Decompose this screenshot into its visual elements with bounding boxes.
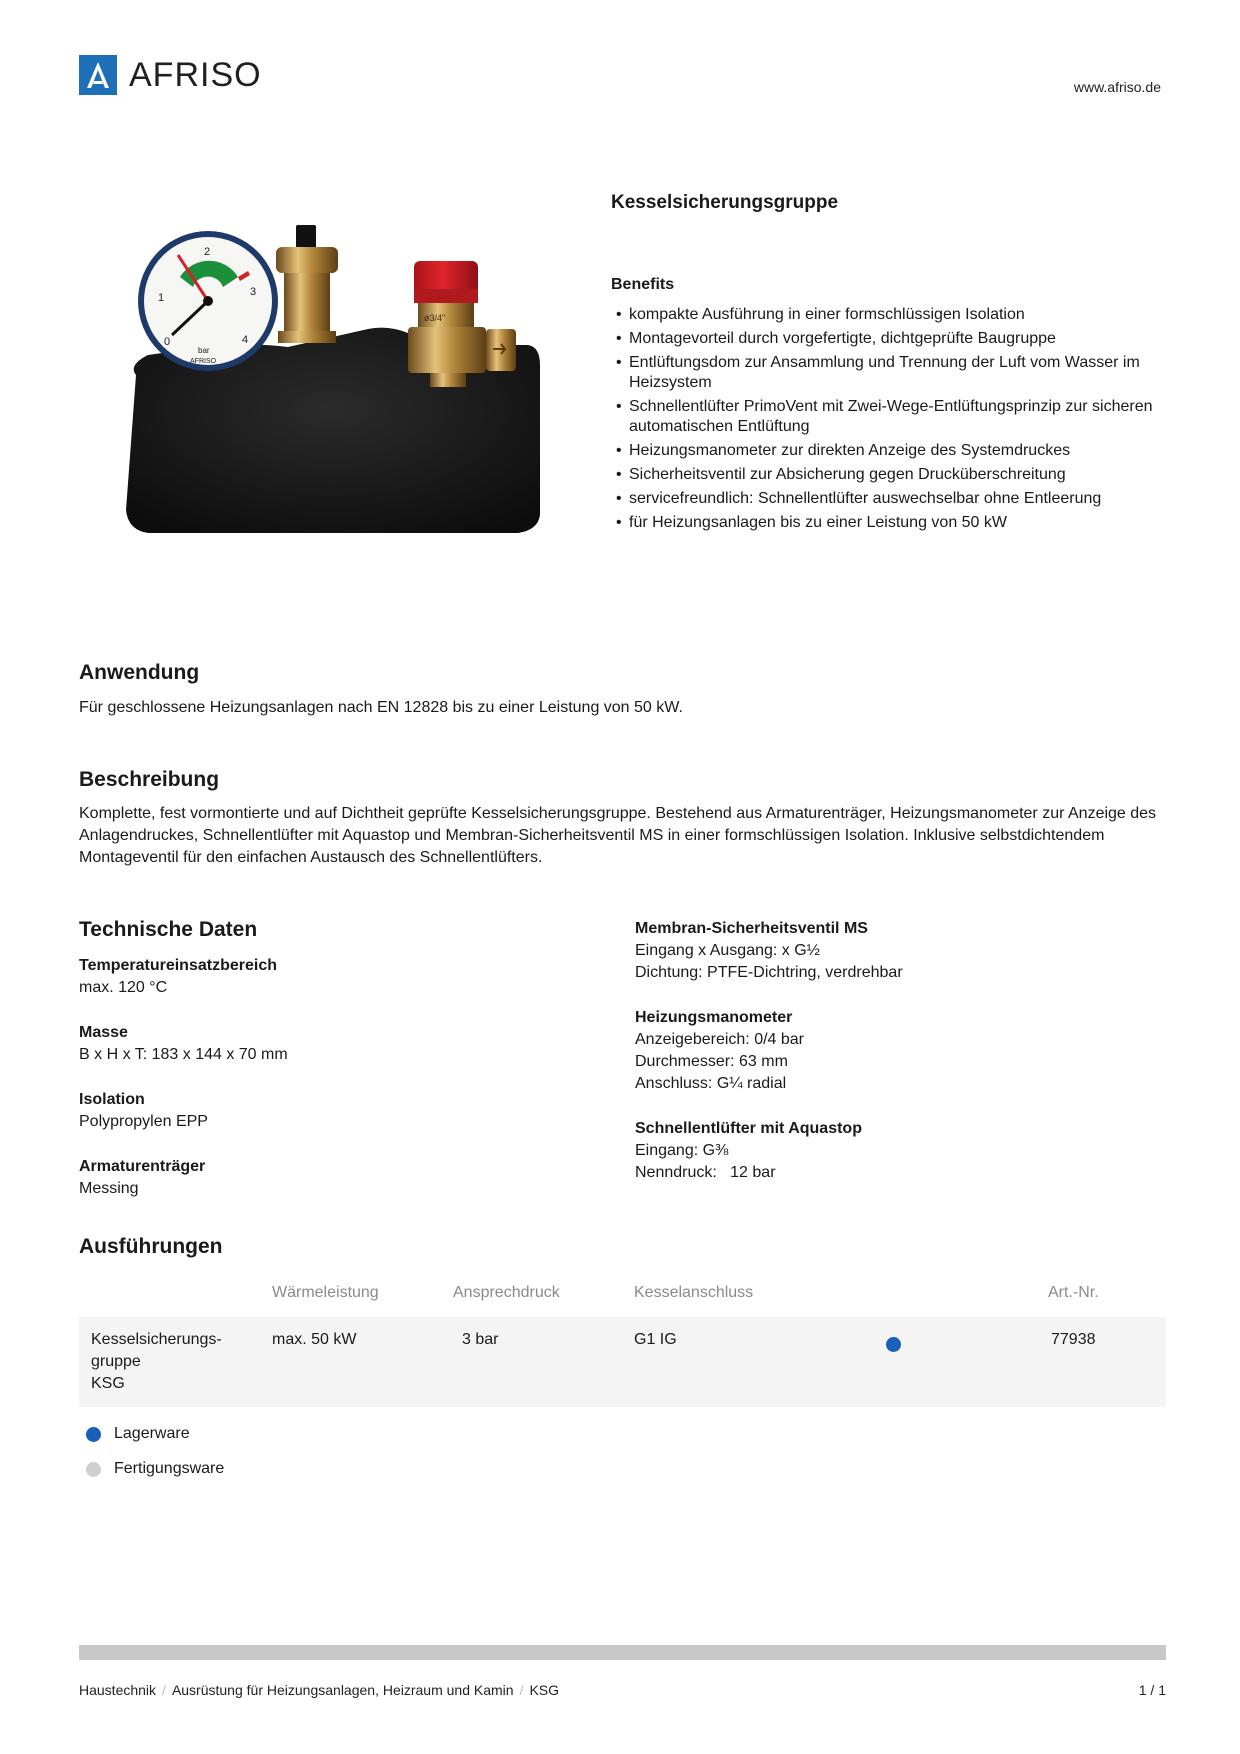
row-product-name-line: Kesselsicherungs- (91, 1331, 222, 1348)
spec-value: Nenndruck: 12 bar (635, 1164, 776, 1181)
spec-value: Messing (79, 1180, 139, 1197)
benefit-item: • für Heizungsanlagen bis zu einer Leistung von 50 kW (614, 513, 1174, 533)
benefit-item: • kompakte Ausführung in einer formschlüssigen Isolation (614, 305, 1174, 325)
breadcrumb-separator: / (519, 1682, 524, 1698)
legend-fertigungsware (86, 1460, 224, 1478)
spec-value: Polypropylen EPP (79, 1113, 208, 1130)
spec-value: B x H x T: 183 x 144 x 70 mm (79, 1046, 288, 1063)
spec-value: Eingang: G⅜ (635, 1142, 729, 1159)
legend-dot-grey (86, 1462, 101, 1477)
column-header-kesselanschluss: Kesselanschluss (634, 1284, 754, 1301)
spec-label: Membran-Sicherheitsventil MS (635, 920, 868, 937)
gauge-mark-0: 0 (164, 336, 171, 348)
gauge-mark-3: 3 (250, 286, 257, 298)
brand-name: AFRISO (129, 55, 262, 94)
spec-air-vent (635, 1118, 1175, 1184)
gauge-mark-2: 2 (204, 246, 211, 258)
spec-value: max. 120 °C (79, 979, 168, 996)
afriso-logo-icon (79, 55, 117, 95)
technische-daten-left (79, 955, 579, 1223)
spec-label: Armaturenträger (79, 1158, 206, 1175)
footer-divider (79, 1645, 1166, 1660)
benefit-item: • Montagevorteil durch vorgefertigte, dichtgeprüfte Baugruppe (614, 329, 1174, 349)
spec-label: Schnellentlüfter mit Aquastop (635, 1120, 862, 1137)
row-artnr[interactable]: 77938 (1051, 1331, 1096, 1348)
beschreibung-text: Komplette, fest vormontierte und auf Dichtheit geprüfte Kesselsicherungsgruppe. Bestehend aus Armaturenträger, Heizungsmanometer zur Anzeige des Anlagendruckes, Schnellentlüfter mit Aquastop und Membran-Sicherheitsventil MS in einer formschlüssigen Isolation. Inklusive selbstdichtendem Montageventil für den einfachen Austausch des Schnellentlüfters. (79, 805, 1157, 866)
benefit-item: • Sicherheitsventil zur Absicherung gegen Drucküberschreitung (614, 465, 1174, 485)
benefit-item: • Heizungsmanometer zur direkten Anzeige des Systemdruckes (614, 441, 1174, 461)
spec-value: Eingang x Ausgang: x G½ (635, 942, 821, 959)
breadcrumb (79, 1682, 559, 1698)
row-product-name-line: gruppe (91, 1353, 141, 1370)
availability-dot-lagerware (886, 1337, 901, 1352)
afriso-logo (79, 55, 262, 95)
benefit-item: • Schnellentlüfter PrimoVent mit Zwei-Wege-Entlüftungsprinzip zur sicheren automatischen Entlüftung (614, 397, 1174, 437)
product-title: Kesselsicherungsgruppe (611, 192, 839, 213)
column-header-artnr: Art.-Nr. (1048, 1284, 1099, 1301)
legend-label: Fertigungsware (114, 1460, 225, 1477)
spec-insulation (79, 1089, 579, 1133)
spec-value: Anschluss: G¼ radial (635, 1075, 787, 1092)
beschreibung-heading: Beschreibung (79, 768, 220, 791)
ausfuehrungen-heading: Ausführungen (79, 1235, 223, 1258)
spec-safety-valve (635, 918, 1175, 984)
row-product-name-line: KSG (91, 1375, 125, 1392)
breadcrumb-item[interactable]: Ausrüstung für Heizungsanlagen, Heizraum und Kamin (171, 1682, 514, 1698)
website-link[interactable]: www.afriso.de (1073, 79, 1161, 95)
breadcrumb-item[interactable]: Haustechnik (79, 1682, 157, 1698)
product-image (118, 225, 548, 545)
benefit-item: • Entlüftungsdom zur Ansammlung und Trennung der Luft vom Wasser im Heizsystem (614, 353, 1174, 393)
spec-manometer (635, 1007, 1175, 1095)
table-row (79, 1317, 1166, 1407)
technische-daten-heading: Technische Daten (79, 918, 258, 941)
legend-dot-blue (86, 1427, 101, 1442)
spec-label: Masse (79, 1024, 128, 1041)
spec-value: Durchmesser: 63 mm (635, 1053, 788, 1070)
spec-label: Isolation (79, 1091, 145, 1108)
spec-value: Dichtung: PTFE-Dichtring, verdrehbar (635, 964, 903, 981)
gauge-brand: AFRISO (190, 358, 217, 365)
gauge-unit: bar (198, 346, 210, 355)
gauge-mark-4: 4 (242, 334, 249, 346)
gauge-mark-1: 1 (158, 292, 165, 304)
technische-daten-right (635, 918, 1175, 1207)
spec-label: Temperatureinsatzbereich (79, 957, 277, 974)
column-header-ansprechdruck: Ansprechdruck (453, 1284, 560, 1301)
row-kesselanschluss: G1 IG (634, 1331, 677, 1348)
benefits-title: Benefits (611, 276, 675, 293)
breadcrumb-item[interactable]: KSG (529, 1682, 560, 1698)
anwendung-heading: Anwendung (79, 661, 200, 684)
benefit-item: • servicefreundlich: Schnellentlüfter auswechselbar ohne Entleerung (614, 489, 1174, 509)
valve-marking: ø3/4" (424, 313, 446, 323)
spec-carrier (79, 1156, 579, 1200)
spec-dimensions (79, 1022, 579, 1066)
legend-lagerware (86, 1425, 190, 1443)
page-number: 1 / 1 (1138, 1682, 1166, 1698)
column-header-waermeleistung: Wärmeleistung (272, 1284, 379, 1301)
row-product-name (91, 1329, 222, 1395)
benefits-list (614, 305, 1174, 537)
legend-label: Lagerware (114, 1425, 190, 1442)
spec-label: Heizungsmanometer (635, 1009, 793, 1026)
row-ansprechdruck: 3 bar (462, 1331, 499, 1348)
row-waermeleistung: max. 50 kW (272, 1331, 357, 1348)
anwendung-text: Für geschlossene Heizungsanlagen nach EN 12828 bis zu einer Leistung von 50 kW. (79, 699, 683, 716)
breadcrumb-separator: / (162, 1682, 166, 1698)
spec-value: Anzeigebereich: 0/4 bar (635, 1031, 804, 1048)
spec-temperature (79, 955, 579, 999)
